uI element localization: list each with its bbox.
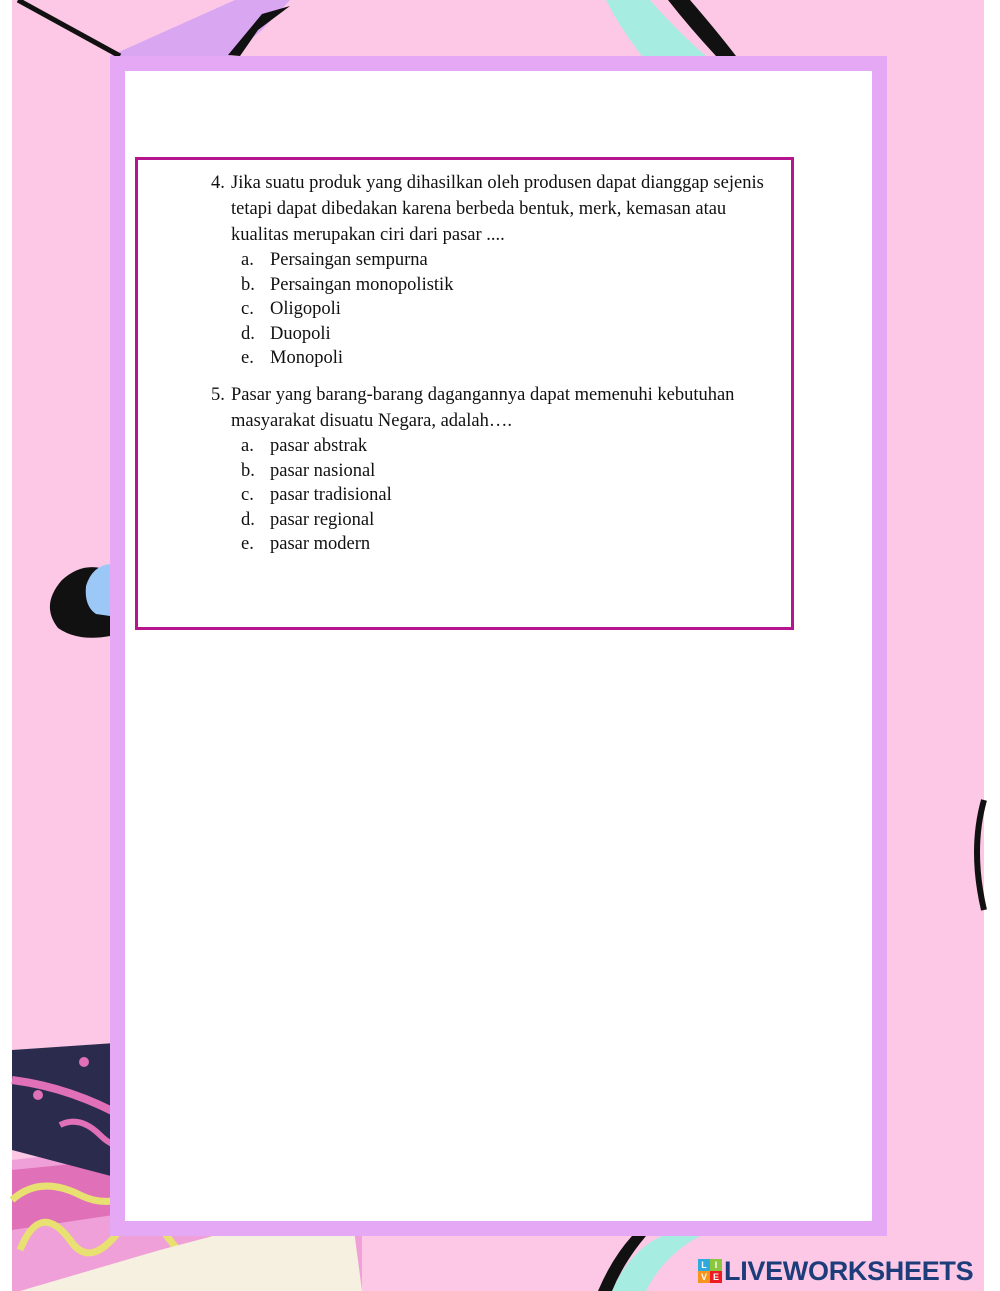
logo-letter-i: I bbox=[710, 1259, 722, 1271]
logo-letter-e: E bbox=[710, 1271, 722, 1283]
question-4 bbox=[211, 170, 771, 371]
option-letter: c. bbox=[241, 485, 254, 505]
option-4a bbox=[241, 248, 771, 273]
option-text: pasar tradisional bbox=[270, 485, 392, 505]
question-5-options bbox=[241, 434, 771, 557]
option-4e bbox=[241, 346, 771, 371]
liveworksheets-watermark[interactable] bbox=[698, 1257, 973, 1285]
option-5c bbox=[241, 483, 771, 508]
option-text: pasar regional bbox=[270, 509, 375, 530]
option-text: Persaingan sempurna bbox=[270, 250, 428, 270]
question-4-number: 4. bbox=[211, 173, 225, 193]
liveworksheets-logo-icon bbox=[698, 1259, 722, 1283]
option-letter: a. bbox=[241, 436, 254, 456]
option-4c bbox=[241, 297, 771, 322]
option-5b bbox=[241, 459, 771, 484]
question-5 bbox=[211, 382, 771, 557]
option-text: Persaingan monopolistik bbox=[270, 274, 454, 295]
logo-letter-l: L bbox=[698, 1259, 710, 1271]
logo-letter-v: V bbox=[698, 1271, 710, 1283]
top-left-line bbox=[18, 0, 120, 56]
option-text: pasar modern bbox=[270, 534, 371, 554]
question-5-text bbox=[211, 382, 771, 434]
option-text: Monopoli bbox=[270, 348, 343, 368]
option-text: pasar nasional bbox=[270, 460, 376, 481]
option-5e bbox=[241, 532, 771, 557]
option-letter: b. bbox=[241, 274, 255, 295]
option-4d bbox=[241, 322, 771, 347]
option-letter: a. bbox=[241, 250, 254, 270]
question-box bbox=[135, 157, 794, 630]
option-letter: e. bbox=[241, 534, 254, 554]
option-letter: d. bbox=[241, 323, 255, 344]
top-left-triangle bbox=[110, 0, 290, 56]
option-letter: e. bbox=[241, 348, 254, 368]
right-edge-curve bbox=[977, 800, 984, 910]
brand-name: LIVEWORKSHEETS bbox=[724, 1255, 974, 1286]
option-5a bbox=[241, 434, 771, 459]
question-4-text bbox=[211, 170, 771, 248]
option-letter: d. bbox=[241, 509, 255, 530]
question-4-body: Jika suatu produk yang dihasilkan oleh produsen dapat dianggap sejenis tetapi dapat dibedakan karena berbeda bentuk, merk, kemasan atau kualitas merupakan ciri dari pasar .... bbox=[231, 173, 764, 245]
option-5d bbox=[241, 508, 771, 533]
option-letter: c. bbox=[241, 299, 254, 319]
option-letter: b. bbox=[241, 460, 255, 481]
question-4-options bbox=[241, 248, 771, 371]
option-text: pasar abstrak bbox=[270, 436, 368, 456]
question-5-number: 5. bbox=[211, 385, 225, 405]
option-text: Oligopoli bbox=[270, 299, 341, 319]
option-text: Duopoli bbox=[270, 323, 331, 344]
question-5-body: Pasar yang barang-barang dagangannya dapat memenuhi kebutuhan masyarakat disuatu Negara, adalah…. bbox=[231, 385, 735, 431]
option-4b bbox=[241, 273, 771, 298]
